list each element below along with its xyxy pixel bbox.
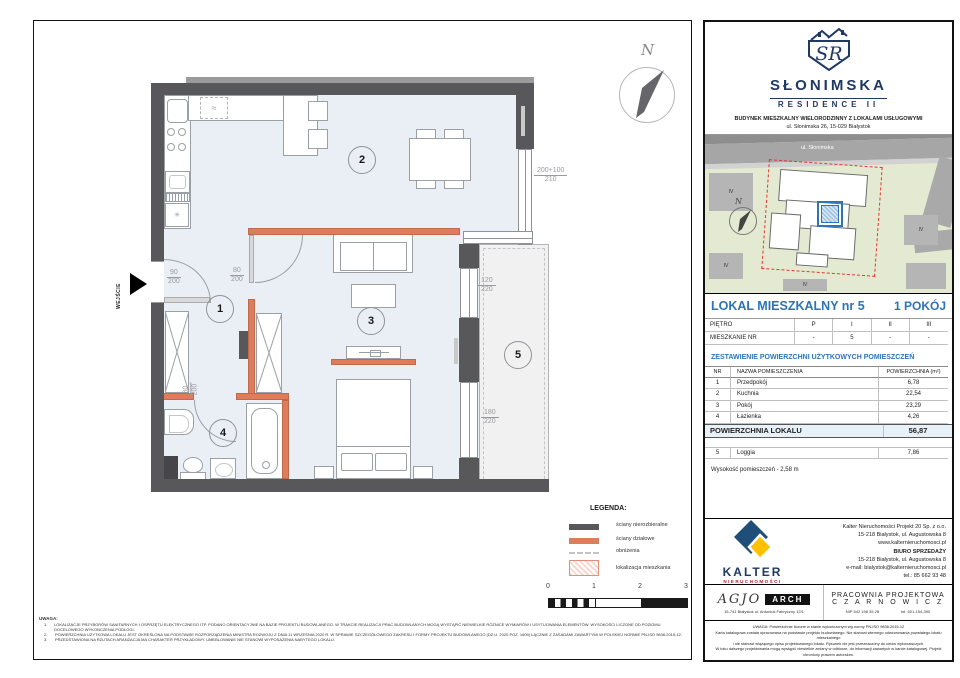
area-cell: 1 xyxy=(705,378,731,390)
kitchen-appliance xyxy=(165,203,189,227)
dining-table xyxy=(409,138,471,181)
sheet-notes xyxy=(39,616,684,643)
nightstand xyxy=(413,466,433,479)
developer-name: KALTER xyxy=(722,565,783,580)
partition-wall xyxy=(248,299,255,398)
north-compass-icon xyxy=(619,67,675,123)
wall-pier xyxy=(459,318,479,382)
radiator xyxy=(454,338,458,364)
site-building: IV xyxy=(904,215,938,245)
area-cell: 6,78 xyxy=(879,378,948,390)
wardrobe xyxy=(165,311,189,393)
legend-swatch-lowered-ceiling xyxy=(569,552,599,554)
developer-line: e-mail: bialystok@kalternieruchomosci.pl xyxy=(846,565,946,572)
developer-contact xyxy=(800,523,952,581)
wall-segment xyxy=(151,83,534,95)
toilet xyxy=(180,457,206,480)
site-north-label: N xyxy=(735,197,742,206)
legend-label: lokalizacja mieszkania xyxy=(616,565,671,571)
area-header: NR xyxy=(705,366,731,378)
note-item: 1. LOKALIZACJE PRZYBORÓW SANITARNYCH I OSPRZĘTU ELEKTRYCZNEGO ITP. PODANO ORIENTACYJNIE NA BAZIE PROJEKTU BUDOWLANEGO. W TRAKCIE REALIZACJI PRAC BUDOWLANYCH MOGĄ WYSTĄPIĆ NIEWIELKIE RÓŻNICE WYMIARÓW I USYTUOWANIA ELEMENTÓW. WYSOKOŚCI LICZONE OD POZIOMU DOCELOWEGO WYKOŃCZENIA PODŁOGI. xyxy=(44,621,661,633)
floor-table-cell: 5 xyxy=(833,332,871,345)
sr-logo-icon xyxy=(796,27,862,71)
studio-name-line1: PRACOWNIA PROJEKTOWA xyxy=(831,591,945,599)
developer-line: tel.: 85 662 93 48 xyxy=(903,573,946,580)
dim-room-door: 80 200 xyxy=(231,267,243,284)
shower-column xyxy=(164,456,178,479)
washbasin xyxy=(210,458,236,479)
scale-tick: 1 xyxy=(592,583,596,590)
area-spacer-row xyxy=(705,438,952,448)
hood-icon: ≈ xyxy=(211,103,217,113)
disclaimer-line: Karta katalogowa została opracowana na podstawie projektu budowlanego. Nie stanowi wiernego odwzorowania powstałego lokalu mieszkalnego xyxy=(715,629,942,641)
site-north-icon xyxy=(729,207,757,235)
radiator xyxy=(521,106,525,136)
architect-address: 15-741 Białystok ul. Antoniuk Fabryczny 12/1 xyxy=(724,608,804,614)
area-cell: Kuchnia xyxy=(731,389,879,401)
partition-wall-tv xyxy=(331,359,416,365)
wall-segment xyxy=(516,89,534,149)
room-number-loggia: 5 xyxy=(504,341,532,369)
partition-wall xyxy=(282,400,289,479)
tv-stand xyxy=(346,346,401,359)
wall-segment xyxy=(151,83,164,261)
unit-room-count: 1 POKÓJ xyxy=(893,299,946,313)
bathtub xyxy=(246,403,283,479)
wall-segment xyxy=(151,303,164,479)
nightstand xyxy=(314,466,334,479)
note-item: 3. PRZEDSTAWIONA NA RZUTACH ARANŻACJA MA CHARAKTER PRZYKŁADOWY. UMEBLOWANIE NIE STANOWI WYPOSAŻENIA NABYTEGO LOKALU. xyxy=(44,637,335,643)
partition-wall xyxy=(236,393,289,400)
floor-table-cell: III xyxy=(910,319,948,332)
site-unit-highlight xyxy=(817,201,843,227)
studio-name-line2: C Z A R N O W I C Z xyxy=(832,598,944,606)
area-cell: 23,29 xyxy=(879,401,948,413)
arch-tag: ARCH xyxy=(765,594,810,605)
entrance-door-leaf xyxy=(164,297,210,303)
kitchen-stove xyxy=(166,127,189,155)
dim-entrance: 90 200 xyxy=(168,269,180,286)
site-building: IV xyxy=(709,253,743,279)
developer-logo-block xyxy=(705,519,800,584)
area-cell: Loggia xyxy=(731,448,879,460)
studio-tel: tel. 601-154-390 xyxy=(901,608,931,614)
studio-nip: NIP 542 198 35 28 xyxy=(845,608,880,614)
coffee-table xyxy=(351,284,396,308)
unit-title: LOKAL MIESZKALNY nr 5 xyxy=(711,299,865,313)
pillow xyxy=(341,453,373,471)
floor-table-cell: - xyxy=(910,332,948,345)
pillow xyxy=(375,453,407,471)
site-building: IV xyxy=(709,173,753,211)
legend-label: obniżenia xyxy=(616,548,640,554)
legend-swatch-partition-wall xyxy=(569,538,599,544)
room-number-bath: 4 xyxy=(209,419,237,447)
kalter-logo-icon xyxy=(733,519,773,559)
site-building xyxy=(906,263,946,289)
kitchen-sink xyxy=(167,99,188,123)
loggia-door-window xyxy=(460,268,478,318)
disclaimer-line: UWAGA: Powierzchnie liczone w stanie wykończonym wg normy PN-ISO 9836:2015-12 xyxy=(752,624,905,630)
ceiling-height-note: Wysokość pomieszczeń - 2,58 m xyxy=(711,467,799,473)
wardrobe xyxy=(256,313,282,393)
scale-bar xyxy=(548,598,688,608)
site-building: IV xyxy=(783,279,827,291)
agjo-script: AGJO xyxy=(717,591,762,607)
note-item: 2. POWIERZCHNIA UŻYTKOWA LOKALU JEST OKREŚLONA NA PODSTAWIE ROZPORZĄDZENIA MINISTRA ROZWOJU Z DNIA 11 WRZEŚNIA 2020 R. W SPRAWIE SZCZEGÓŁOWEGO ZAKRESU I FORMY PROJEKTU BUDOWLANEGO (DZ.U. 2020 POZ. 1609) ŁĄCZNIE Z ZASADAMI ZAWARTYMI W POLSKIEJ NORMIE PN-ISO 9836:2015-12. xyxy=(44,632,683,638)
kitchen-dishwasher xyxy=(165,171,190,193)
area-cell: 4 xyxy=(705,412,731,424)
developer-line: 15-218 Białystok, ul. Augustowska 8 xyxy=(857,556,946,563)
brand-header xyxy=(705,22,952,134)
floor-table-cell: II xyxy=(872,319,910,332)
floor-table-cell: P xyxy=(795,319,833,332)
area-cell: 2 xyxy=(705,389,731,401)
dim-bath-door: 80 200 xyxy=(182,383,199,396)
area-cell: Pokój xyxy=(731,401,879,413)
scale-tick: 0 xyxy=(546,583,550,590)
fan-icon: ✳ xyxy=(174,212,180,219)
developer-line: www.kalternieruchomosci.pl xyxy=(878,540,946,547)
floor-table-cell: - xyxy=(872,332,910,345)
info-panel xyxy=(703,20,954,662)
bar-stool xyxy=(308,129,328,149)
window xyxy=(460,382,478,458)
window-corner xyxy=(463,231,533,244)
floor-table xyxy=(705,319,952,345)
agjo-logo xyxy=(718,592,811,607)
area-total-value: 56,87 xyxy=(883,425,952,437)
floorplan-sheet xyxy=(33,20,692,660)
developer-line: BIURO SPRZEDAŻY xyxy=(893,548,946,555)
dim-loggia-window: 180 220 xyxy=(481,409,499,426)
area-cell: 3 xyxy=(705,401,731,413)
studio-block xyxy=(824,585,952,620)
entrance-arrow-icon xyxy=(130,273,147,295)
scale-tick: 2 xyxy=(638,583,642,590)
loggia-row xyxy=(705,448,952,460)
scale-tick: 3 xyxy=(684,583,688,590)
washing-machine xyxy=(164,409,194,435)
unit-header xyxy=(705,294,952,319)
brand-description: BUDYNEK MIESZKALNY WIELORODZINNY Z LOKALAMI USŁUGOWYMI xyxy=(734,116,923,122)
legend-swatch-solid-wall xyxy=(569,524,599,530)
area-cell: 7,86 xyxy=(879,448,948,460)
area-total-label: POWIERZCHNIA LOKALU xyxy=(710,426,802,435)
brand-subname: RESIDENCE II xyxy=(770,98,887,109)
brand-name: SŁONIMSKA xyxy=(770,77,887,94)
north-label: N xyxy=(641,41,655,59)
area-cell: 22,54 xyxy=(879,389,948,401)
area-cell: Przedpokój xyxy=(731,378,879,390)
wall-pier xyxy=(459,458,479,479)
bar-stool xyxy=(308,101,328,121)
developer-line: 15-218 Białystok, ul. Augustowska 8 xyxy=(857,532,946,539)
developer-subtitle: NIERUCHOMOŚCI xyxy=(723,579,782,585)
site-street-label: ul. Słonimska xyxy=(801,145,834,151)
architect-logo-block xyxy=(705,585,824,620)
floor-table-cell: MIESZKANIE NR xyxy=(705,332,795,345)
disclaimer-line: i nie stanowi wiążącego opisu projektowanego lokalu. Rysunek nie jest przeznaczony do celów wykonawczych. xyxy=(732,640,925,646)
partition-wall xyxy=(248,228,460,235)
cooktop-hood xyxy=(200,97,228,119)
developer-line: Kalter Nieruchomości Projekt 20 Sp. z o.o. xyxy=(842,523,946,530)
architect-block xyxy=(705,584,952,620)
entrance-opening xyxy=(151,261,164,303)
area-cell: 4,26 xyxy=(879,412,948,424)
entrance-label: WEJŚCIE xyxy=(116,282,122,309)
legend-label: ściany działowe xyxy=(616,536,655,542)
area-total-row xyxy=(705,424,952,438)
legend-swatch-unit-location xyxy=(569,560,599,576)
developer-block xyxy=(705,518,952,584)
area-cell: 5 xyxy=(705,448,731,460)
room-number-hall: 1 xyxy=(206,295,234,323)
floor-table-cell: PIĘTRO xyxy=(705,319,795,332)
wall-pier xyxy=(459,244,479,268)
legend-title: LEGENDA: xyxy=(590,505,627,512)
notes-title: UWAGA: xyxy=(39,616,58,621)
kitchen-radiator xyxy=(165,193,190,202)
svg-text:SR: SR xyxy=(814,43,843,65)
area-table xyxy=(705,366,952,424)
legend-label: ściany nierozbieralne xyxy=(616,522,668,528)
dim-loggia-door: 120 220 xyxy=(478,277,496,294)
floor-table-cell: I xyxy=(833,319,871,332)
area-cell: Łazienka xyxy=(731,412,879,424)
site-plan xyxy=(705,134,952,294)
room-door-leaf xyxy=(249,235,254,283)
room-number-room: 3 xyxy=(357,307,385,335)
dim-corner-window: 200+100 210 xyxy=(534,167,567,184)
sofa xyxy=(333,234,413,273)
area-table-heading: ZESTAWIENIE POWIERZCHNI UŻYTKOWYCH POMIESZCZEŃ xyxy=(711,354,915,361)
disclaimer xyxy=(705,620,952,660)
brand-address: ul. Słonimska 26, 15-029 Białystok xyxy=(786,124,871,130)
disclaimer-line: W toku dalszego projektowania mogą wystąpić niewielkie zmiany w odbiorze, do informacji zawartych w karcie katalogowej. Projekt chroniony prawem autorskim. xyxy=(715,646,942,657)
wall-segment xyxy=(151,479,549,492)
area-header: NAZWA POMIESZCZENIA xyxy=(731,366,879,378)
floor-table-cell: - xyxy=(795,332,833,345)
room-number-kitchen: 2 xyxy=(348,146,376,174)
area-header: POWIERZCHNIA (m²) xyxy=(879,366,948,378)
